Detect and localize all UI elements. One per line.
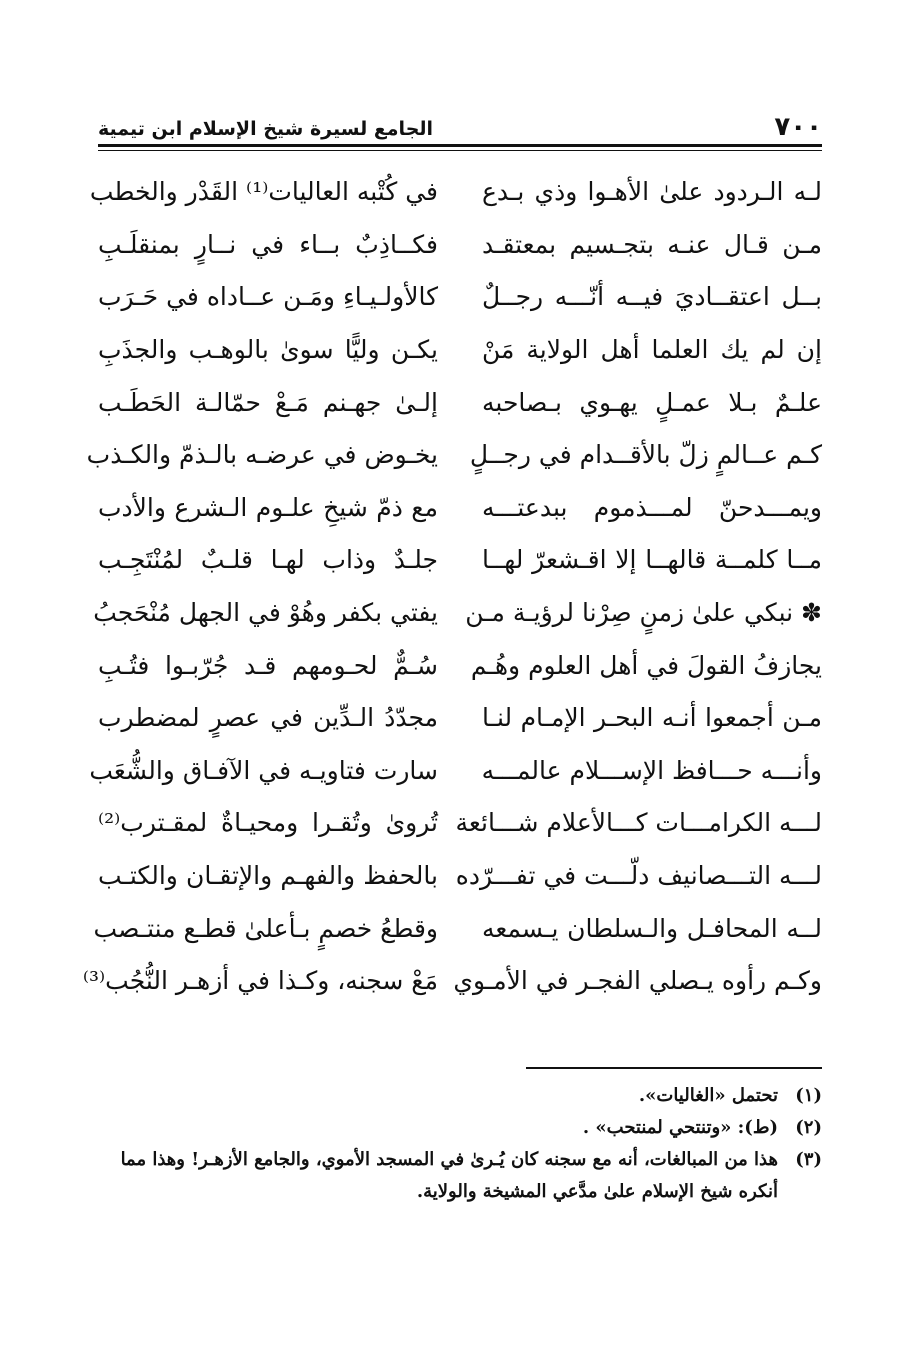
verse: [98, 797, 822, 850]
footnote: [98, 1144, 822, 1208]
verse: [93, 587, 822, 640]
verse-first-hemistich: لــه المحافـل والـسلطان يـسمعه: [482, 913, 822, 943]
verse-first-hemistich: ✽ نبكي علىٰ زمنٍ صِرْنا لرؤيـة مـن: [465, 598, 822, 628]
verse: [98, 850, 822, 903]
verse-first-hemistich: لـــه الكرامـــات كـــالأعلام شـــائعة: [455, 808, 822, 838]
verse: [82, 955, 822, 1008]
header-rule-thin: [98, 150, 822, 151]
verse-first-hemistich: مــا كلمــة قالهــا إلا اقـشعرّ لهــا: [482, 545, 822, 575]
verse-second-hemistich: يخـوض في عرضـه بالـذمّ والكـذب: [86, 440, 438, 470]
footnotes: [98, 1080, 822, 1208]
verse-first-hemistich: وكـم رأوه يـصلي الفجـر في الأمـوي: [453, 966, 822, 996]
running-title: الجامع لسيرة شيخ الإسلام ابن تيمية: [98, 118, 434, 140]
verse-second-hemistich: في كُتْبه العاليات⁽¹⁾ القَدْر والخطب: [89, 177, 438, 207]
verse-second-hemistich: سُـمٌّ لحـومهم قـد جُرّبـوا فتُـبِ: [98, 650, 438, 680]
footnote-text: هذا من المبالغات، أنه مع سجنه كان يُـرىٰ في المسجد الأموي، والجامع الأزهـر! وهذا مما أنكره شيخ الإسلام علىٰ مدَّعي المشيخة والولاية.: [120, 1149, 778, 1202]
verse-first-hemistich: مـن قـال عنـه بتجـسيم بمعتقـد: [482, 229, 822, 259]
verse-second-hemistich: يكـن وليًّا سوىٰ بالوهـب والجذَبِ: [98, 335, 438, 365]
verse-second-hemistich: تُروىٰ وتُقـرا ومحيـاةٌ لمقـترب⁽²⁾: [98, 808, 438, 838]
footnote: [98, 1080, 822, 1112]
footnote-text: (ط): «وتنتحي لمنتحب» .: [582, 1117, 778, 1138]
page-header: [98, 112, 822, 140]
verse-first-hemistich: علـمٌ بـلا عمـلٍ يهـوي بـصاحبه: [482, 387, 822, 417]
verse-second-hemistich: إلـىٰ جهـنم مَـعْ حمّالـة الحَطَـب: [98, 387, 438, 417]
verse: [98, 219, 822, 272]
verse-first-hemistich: مـن أجمعوا أنـه البحـر الإمـام لنـا: [482, 703, 822, 733]
verse-second-hemistich: بالحفظ والفهـم والإتقـان والكتـب: [98, 861, 438, 891]
page-number: ٧٠٠: [774, 112, 822, 142]
verse-first-hemistich: وأنـــه حـــافظ الإســـلام عالمـــه: [481, 755, 822, 785]
footnote: [98, 1112, 822, 1144]
verse-second-hemistich: مجدّدُ الـدِّين في عصرٍ لمضطرب: [98, 703, 438, 733]
footnote-number: (١): [795, 1085, 822, 1106]
verse-second-hemistich: مَعْ سجنه، وكـذا في أزهـر النُّجُب⁽³⁾: [82, 966, 438, 996]
verse: [98, 271, 822, 324]
verse-first-hemistich: إن لم يك العلما أهل الولاية مَنْ: [482, 335, 822, 365]
verse: [98, 376, 822, 429]
verse: [89, 166, 822, 219]
verse-first-hemistich: بــل اعتقــاديَ فيــه أنّـــه رجــلٌ: [482, 282, 822, 312]
footnote-number: (٣): [795, 1149, 822, 1170]
verse-first-hemistich: كـم عــالمٍ زلّ بالأقــدام في رجــلٍ: [469, 440, 822, 470]
verse: [98, 534, 822, 587]
verse-first-hemistich: ويمـــدحنّ لمـــذموم ببدعتـــه: [482, 492, 822, 522]
poem: [82, 166, 822, 1008]
verse-first-hemistich: لـــه التـــصانيف دلّـــت في تفـــرّده: [455, 861, 822, 891]
verse: [89, 745, 822, 798]
verse-first-hemistich: لـه الـردود علىٰ الأهـوا وذي بـدع: [482, 177, 822, 207]
footnote-number: (٢): [795, 1117, 822, 1138]
verse-second-hemistich: وقطعُ خصمٍ بـأعلىٰ قطـع منتـصب: [93, 913, 438, 943]
verse: [98, 639, 822, 692]
verse-second-hemistich: يفتي بكفر وهُوْ في الجهل مُنْحَجبُ: [93, 598, 438, 628]
footnote-text: تحتمل «الغاليات».: [638, 1085, 778, 1106]
footnote-separator: [526, 1067, 822, 1069]
verse-first-hemistich: يجازفُ القولَ في أهل العلوم وهُـم: [470, 650, 822, 680]
verse: [86, 429, 822, 482]
verse-second-hemistich: كالأولـيـاءِ ومَـن عــاداه في حَـرَب: [98, 282, 438, 312]
verse: [98, 324, 822, 377]
verse: [98, 482, 822, 535]
verse-second-hemistich: جلـدٌ وذاب لهـا قلـبٌ لمُنْتَجِـب: [98, 545, 438, 575]
header-rule-thick: [98, 144, 822, 147]
verse: [98, 692, 822, 745]
verse-second-hemistich: مع ذمّ شيخِ علـوم الـشرع والأدب: [98, 492, 438, 522]
verse-second-hemistich: سارت فتاويـه في الآفـاق والشُّعَب: [89, 755, 438, 785]
verse: [93, 902, 822, 955]
verse-second-hemistich: فكــاذِبٌ بــاء في نــارٍ بمنقلَـبِ: [98, 229, 438, 259]
